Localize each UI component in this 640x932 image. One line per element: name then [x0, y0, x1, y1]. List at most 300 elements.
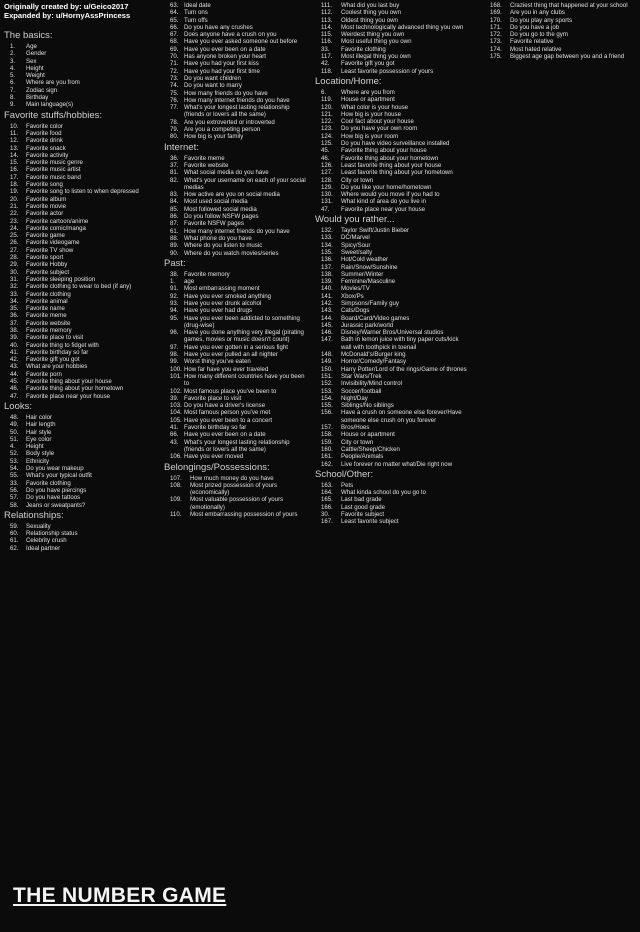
question-item	[4, 327, 154, 334]
question-number: 42.	[10, 356, 19, 364]
question-number: 71.	[170, 60, 179, 68]
question-item	[4, 414, 154, 421]
question-item	[4, 210, 154, 217]
question-text: Favorite birthday so far	[26, 348, 89, 356]
question-text: Most embarrassing possession of yours	[190, 511, 298, 518]
question-item	[4, 101, 154, 108]
question-item	[4, 87, 154, 94]
question-item	[164, 235, 310, 242]
question-item	[484, 2, 634, 9]
question-text: How many different countries have you been to	[184, 372, 305, 388]
question-text: Live forever no matter what/Die right now	[341, 460, 453, 468]
question-number: 58.	[10, 501, 19, 509]
question-number: 9.	[10, 101, 16, 109]
question-item	[164, 162, 310, 169]
section-heading-favorite-stuffs-hobbies: Favorite stuffs/hobbies:	[4, 109, 103, 121]
question-item	[4, 43, 154, 50]
question-text: Favorite song to listen to when depressed	[26, 188, 139, 196]
question-number: 143.	[321, 307, 333, 315]
question-number: 32.	[10, 283, 19, 291]
question-item	[4, 530, 154, 537]
question-number: 110.	[170, 511, 182, 518]
expanded-by-credit: Expanded by: u/HornyAssPrincess	[4, 11, 131, 20]
question-item	[164, 358, 310, 365]
question-number: 151.	[321, 372, 333, 380]
question-text: Height	[26, 64, 44, 72]
question-text: Have you ever smoked anything	[184, 292, 272, 300]
question-item	[164, 329, 310, 344]
question-text: Invisibility/Mind control	[341, 380, 402, 388]
question-item	[164, 53, 310, 60]
question-text: Taylor Swift/Justin Bieber	[341, 227, 410, 235]
question-item	[164, 9, 310, 16]
question-item	[164, 388, 310, 395]
section-heading-internet: Internet:	[164, 141, 199, 153]
question-number: 33.	[10, 290, 19, 298]
question-text: What phone do you have	[184, 234, 252, 242]
question-item	[315, 409, 467, 424]
question-text: How active are you on social media	[184, 191, 280, 199]
question-item	[164, 344, 310, 351]
question-number: 33.	[10, 479, 19, 487]
question-item	[4, 523, 154, 530]
question-number: 5.	[10, 72, 16, 80]
question-item	[315, 140, 467, 147]
question-item	[4, 312, 154, 319]
question-text: Have you ever gotten in a serious fight	[184, 343, 288, 351]
question-number: 100.	[170, 365, 182, 373]
question-text: Favorite sleeping position	[26, 275, 96, 283]
question-text: Has anyone broken your heart	[184, 53, 266, 61]
question-text: Favorite clothing	[26, 290, 71, 298]
question-text: Coolest thing you own	[341, 9, 401, 17]
question-item	[164, 198, 310, 205]
question-number: 157.	[321, 424, 333, 432]
question-text: Siblings/No siblings	[341, 402, 394, 410]
question-text: Favorite thing about your house	[26, 378, 112, 386]
question-text: Star Wars/Trek	[341, 372, 382, 380]
question-number: 121.	[321, 110, 333, 118]
question-number: 145.	[321, 321, 333, 329]
question-number: 37.	[170, 161, 179, 169]
question-number: 90.	[170, 249, 179, 257]
question-text: Where would you move if you had to	[341, 191, 440, 199]
question-item	[4, 247, 154, 254]
question-item	[4, 465, 154, 472]
question-item	[4, 232, 154, 239]
question-text: Most followed social media	[184, 205, 257, 213]
question-text: Rain/Snow/Sunshine	[341, 263, 398, 271]
question-number: 44.	[10, 370, 19, 378]
question-number: 79.	[170, 126, 179, 134]
question-text: McDonald's/Burger king	[341, 351, 406, 359]
question-number: 14.	[10, 151, 19, 159]
question-number: 144.	[321, 314, 333, 322]
question-number: 82.	[170, 176, 179, 184]
question-text: Favorite music band	[26, 173, 81, 181]
question-item	[315, 373, 467, 380]
question-number: 74.	[170, 82, 179, 90]
question-text: Have you had your first kiss	[184, 60, 259, 68]
question-text: Turn ons	[184, 9, 208, 17]
question-item	[4, 188, 154, 195]
question-item	[4, 320, 154, 327]
question-number: 60.	[10, 530, 19, 538]
question-text: Main language(s)	[26, 101, 74, 109]
question-item	[315, 380, 467, 387]
question-item	[164, 496, 310, 511]
question-text: Gender	[26, 50, 47, 58]
question-text: Favorite website	[26, 319, 71, 327]
section-heading-location-home: Location/Home:	[315, 75, 382, 87]
question-item	[4, 218, 154, 225]
question-number: 140.	[321, 285, 333, 293]
question-item	[315, 234, 467, 241]
question-number: 158.	[321, 431, 333, 439]
question-item	[315, 395, 467, 402]
question-text: Have you ever asked someone out before	[184, 38, 298, 46]
question-text: Most famous place you've been to	[184, 387, 277, 395]
question-number: 174.	[490, 45, 502, 53]
question-text: Last bad grade	[341, 496, 382, 504]
question-item	[484, 53, 634, 60]
question-number: 61.	[10, 537, 19, 545]
question-number: 115.	[321, 31, 333, 39]
question-item	[4, 334, 154, 341]
question-text: Do you wear makeup	[26, 465, 84, 473]
question-item	[315, 227, 467, 234]
question-item	[164, 133, 310, 140]
question-text: Birthday	[26, 94, 49, 102]
question-number: 172.	[490, 31, 502, 39]
question-item	[4, 537, 154, 544]
question-item	[4, 305, 154, 312]
question-number: 101.	[170, 372, 182, 380]
question-item	[315, 322, 467, 329]
page-title: THE NUMBER GAME	[13, 884, 227, 907]
question-number: 3.	[10, 57, 16, 65]
question-number: 136.	[321, 256, 333, 264]
section-heading-looks: Looks:	[4, 400, 32, 412]
question-text: Horror/Comedy/Fantasy	[341, 358, 407, 366]
question-item	[164, 2, 310, 9]
question-item	[164, 31, 310, 38]
question-item	[315, 96, 467, 103]
question-item	[164, 278, 310, 285]
question-number: 126.	[321, 161, 333, 169]
question-item	[315, 496, 467, 503]
question-number: 59.	[10, 522, 19, 530]
question-number: 39.	[170, 394, 179, 402]
question-item	[164, 409, 310, 416]
question-text: Craziest thing that happened at your school	[510, 2, 628, 9]
section-heading-the-basics: The basics:	[4, 30, 53, 41]
question-item	[315, 24, 467, 31]
question-text: Least favorite subject	[341, 518, 399, 526]
question-number: 103.	[170, 402, 182, 410]
question-text: What's your longest lasting relationship (friends or lovers all the same)	[184, 104, 290, 119]
question-item	[164, 126, 310, 133]
question-text: Favorite memory	[26, 326, 72, 334]
question-text: Favorite sport	[26, 254, 64, 262]
question-item	[315, 89, 467, 96]
question-item	[484, 46, 634, 53]
question-number: 62.	[10, 544, 19, 552]
question-item	[315, 118, 467, 125]
question-item	[4, 342, 154, 349]
question-item	[315, 315, 467, 322]
question-item	[4, 79, 154, 86]
question-item	[315, 439, 467, 446]
question-number: 55.	[10, 472, 19, 480]
question-text: Favorite activity	[26, 151, 69, 159]
question-number: 45.	[10, 378, 19, 386]
question-item	[4, 502, 154, 509]
question-text: Most useful thing you own	[341, 38, 412, 46]
question-number: 129.	[321, 183, 333, 191]
question-item	[164, 271, 310, 278]
question-number: 134.	[321, 241, 333, 249]
question-text: Favorite TV show	[26, 246, 74, 254]
question-text: Favorite song	[26, 181, 63, 189]
question-item	[164, 402, 310, 409]
question-text: Have you ever been on a date	[184, 45, 266, 53]
question-text: Least favorite thing about your hometown	[341, 169, 453, 177]
question-text: Night/Day	[341, 394, 368, 402]
question-number: 111.	[321, 2, 332, 9]
question-text: Most illegal thing you own	[341, 53, 411, 61]
question-number: 167.	[321, 518, 333, 526]
question-number: 19.	[10, 188, 19, 196]
question-number: 8.	[10, 94, 16, 102]
question-text: Turn offs	[184, 16, 208, 24]
section-heading-belongings-possessions: Belongings/Possessions:	[164, 461, 270, 473]
question-item	[164, 191, 310, 198]
question-number: 16.	[10, 166, 19, 174]
question-item	[4, 458, 154, 465]
question-item	[4, 421, 154, 428]
column-2	[164, 2, 310, 518]
question-number: 31.	[10, 275, 19, 283]
question-number: 93.	[170, 299, 179, 307]
question-item	[164, 315, 310, 330]
question-item	[315, 111, 467, 118]
question-number: 38.	[10, 326, 19, 334]
question-item	[164, 228, 310, 235]
question-text: Have you ever moved	[184, 453, 244, 461]
question-number: 87.	[170, 220, 179, 228]
question-item	[315, 431, 467, 438]
question-number: 42.	[321, 60, 330, 68]
question-text: Favorite Hobby	[26, 261, 68, 269]
question-number: 97.	[170, 343, 179, 351]
question-item	[315, 482, 467, 489]
question-number: 47.	[10, 392, 19, 400]
question-number: 34.	[10, 297, 19, 305]
question-number: 125.	[321, 140, 333, 148]
question-item	[164, 366, 310, 373]
question-text: What did you last buy	[341, 2, 400, 9]
question-number: 96.	[170, 329, 179, 337]
question-number: 2.	[10, 50, 16, 58]
question-item	[164, 453, 310, 460]
question-text: House or apartment	[341, 431, 395, 439]
question-text: Favorite clothing to wear to bed (if any)	[26, 283, 132, 291]
question-item	[164, 250, 310, 257]
question-item	[315, 147, 467, 154]
question-number: 38.	[170, 270, 179, 278]
question-item	[4, 239, 154, 246]
question-number: 106.	[170, 453, 182, 461]
question-text: Favorite website	[184, 161, 229, 169]
question-text: Favorite cartoon/anime	[26, 217, 89, 225]
question-item	[315, 336, 467, 351]
question-number: 61.	[170, 227, 179, 235]
question-number: 137.	[321, 263, 333, 271]
question-item	[164, 351, 310, 358]
question-item	[164, 60, 310, 67]
question-number: 112.	[321, 9, 333, 17]
question-item	[164, 417, 310, 424]
question-text: Favorite thing about your hometown	[341, 154, 439, 162]
question-number: 170.	[490, 16, 502, 24]
question-item	[164, 206, 310, 213]
question-text: Height	[26, 443, 44, 451]
question-list	[4, 123, 154, 400]
question-text: Most famous person you've met	[184, 409, 271, 417]
question-number: 102.	[170, 387, 182, 395]
question-number: 153.	[321, 387, 333, 395]
question-item	[164, 213, 310, 220]
question-number: 43.	[10, 363, 19, 371]
question-text: What color is your house	[341, 103, 409, 111]
question-item	[484, 9, 634, 16]
question-text: Hair color	[26, 413, 53, 421]
column-1	[4, 29, 154, 552]
question-text: People/Animals	[341, 453, 384, 461]
question-item	[4, 371, 154, 378]
question-text: Spicy/Sour	[341, 241, 371, 249]
question-text: Favorite meme	[184, 154, 225, 162]
question-text: age	[184, 278, 195, 286]
question-text: Summer/Winter	[341, 270, 384, 278]
question-text: Jurassic park/world	[341, 321, 394, 329]
section-heading-school-other: School/Other:	[315, 468, 374, 480]
question-item	[315, 489, 467, 496]
question-item	[4, 450, 154, 457]
question-item	[4, 50, 154, 57]
question-number: 56.	[10, 486, 19, 494]
question-item	[315, 38, 467, 45]
question-number: 22.	[10, 210, 19, 218]
question-number: 4.	[10, 64, 16, 72]
question-text: What's your typical outfit	[26, 472, 92, 480]
column-3	[315, 2, 467, 526]
question-item	[484, 31, 634, 38]
question-item	[164, 38, 310, 45]
question-number: 99.	[170, 358, 179, 366]
question-number: 165.	[321, 496, 333, 504]
question-text: Harry Potter/Lord of the rings/Game of thrones	[341, 365, 467, 373]
question-text: Favorite subject	[26, 268, 70, 276]
question-item	[164, 300, 310, 307]
question-number: 18.	[10, 181, 19, 189]
question-number: 154.	[321, 394, 333, 402]
question-text: Are you in any clubs	[510, 9, 565, 17]
question-number: 78.	[170, 118, 179, 126]
question-number: 95.	[170, 314, 179, 322]
question-item	[484, 17, 634, 24]
question-item	[315, 424, 467, 431]
question-number: 76.	[170, 96, 179, 104]
question-item	[4, 130, 154, 137]
question-item	[164, 46, 310, 53]
question-text: How big is your house	[341, 110, 401, 118]
question-item	[315, 351, 467, 358]
question-number: 23.	[10, 217, 19, 225]
question-number: 64.	[170, 9, 179, 17]
question-number: 46.	[321, 154, 330, 162]
question-text: Favorite comic/manga	[26, 224, 86, 232]
question-item	[164, 307, 310, 314]
question-text: Board/Card/Video games	[341, 314, 410, 322]
question-text: Movies/TV	[341, 285, 370, 293]
question-number: 28.	[10, 254, 19, 262]
question-number: 104.	[170, 409, 182, 417]
question-number: 146.	[321, 329, 333, 337]
question-item	[315, 453, 467, 460]
question-text: Favorite game	[26, 232, 65, 240]
question-item	[4, 137, 154, 144]
question-item	[315, 68, 467, 75]
question-item	[315, 256, 467, 263]
question-number: 107.	[170, 474, 182, 482]
question-item	[164, 97, 310, 104]
question-item	[164, 395, 310, 402]
question-number: 1.	[10, 43, 16, 50]
question-number: 138.	[321, 270, 333, 278]
question-text: Do you have tattoos	[26, 494, 81, 502]
question-text: Favorite animal	[26, 297, 68, 305]
question-item	[315, 17, 467, 24]
question-item	[164, 155, 310, 162]
question-text: Do you want to marry	[184, 82, 242, 90]
question-number: 132.	[321, 227, 333, 235]
question-number: 20.	[10, 195, 19, 203]
question-item	[315, 206, 467, 213]
question-number: 131.	[321, 198, 333, 206]
question-item	[4, 283, 154, 290]
question-text: Favorite thing to fidget with	[26, 341, 99, 349]
question-text: Favorite memory	[184, 270, 230, 278]
question-list	[164, 271, 310, 461]
question-item	[4, 254, 154, 261]
question-number: 6.	[321, 88, 327, 96]
question-text: Biggest age gap between you and a friend	[510, 53, 625, 61]
question-item	[484, 38, 634, 45]
question-text: Age	[26, 43, 37, 50]
question-number: 21.	[10, 202, 19, 210]
question-text: Have you ever pulled an all nighter	[184, 351, 278, 359]
question-number: 41.	[170, 424, 179, 432]
question-text: Favorite birthday so far	[184, 424, 247, 432]
question-text: Favorite place to visit	[26, 334, 84, 342]
question-text: Weight	[26, 72, 45, 80]
question-text: Sex	[26, 57, 37, 65]
question-text: City or town	[341, 176, 374, 184]
question-number: 91.	[170, 285, 179, 293]
question-text: Favorite NSFW pages	[184, 220, 244, 228]
